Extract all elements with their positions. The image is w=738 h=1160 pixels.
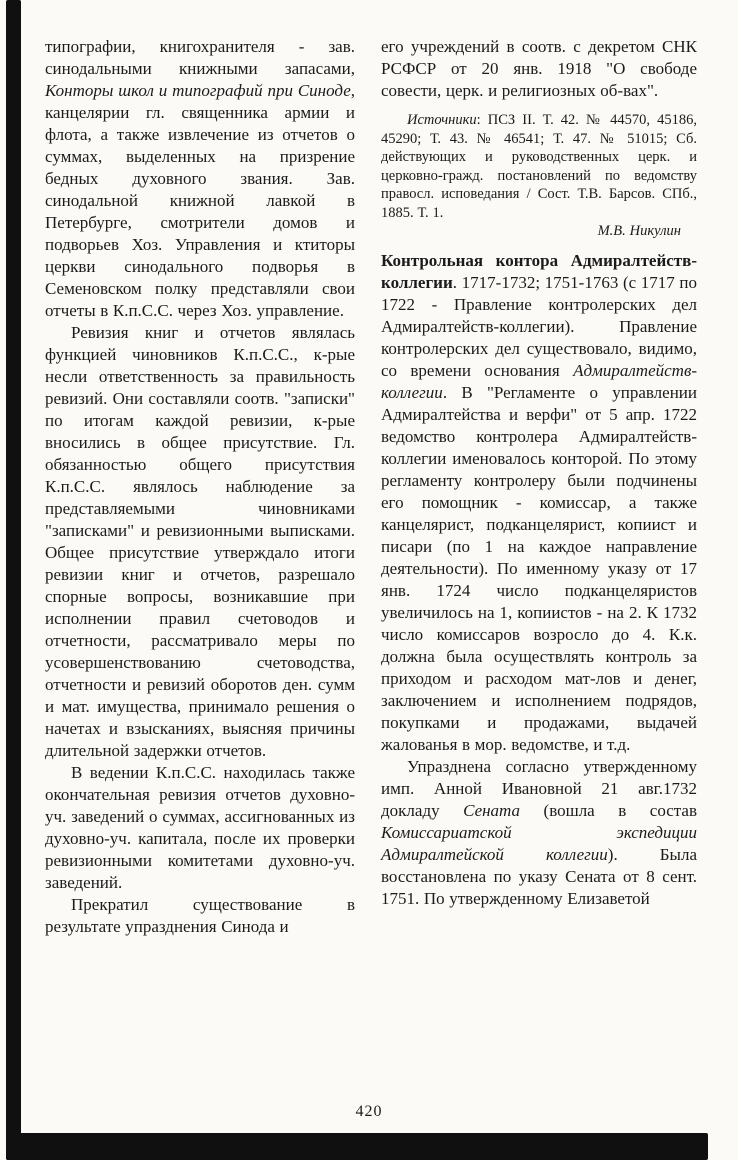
continuation-paragraph: [381, 36, 697, 102]
scan-edge-bottom: [6, 1133, 708, 1160]
text-run: ). Была восстановлена по указу Сената от 8 сент. 1751. По утвержденному Елизаветой: [381, 844, 697, 908]
paragraph: [45, 894, 355, 938]
text-run: . В "Регламенте о управлении Адмиралтейства и верфи" от 5 апр. 1722 ведомство контролера Адмиралтейств-коллегии именовалось конторой. По этому регламенту контролеру были подчинены его помощник - комиссар, а также канцелярист, подканцелярист, копиист и писари (по 1 на каждое направление деятельности). По именному указу от 17 янв. 1724 число подканцеляристов увеличилось на 1, копиистов - на 2. К 1732 число комиссаров возросло до 4. К.к. должна была осуществлять контроль за приходом и расходом мат-лов и денег, заключением и исполнением подрядов, покупками и продажами, выдачей жалованья в мор. ведомстве, и т.д.: [381, 382, 697, 754]
text-run: Ревизия книг и отчетов являлась функцией чиновников К.п.С.С., к-рые несли ответственность за правильность ревизий. Они составляли соотв. "записки" по итогам каждой ревизии, к-рые вносились в общее присутствие. Гл. обязанностью общего присутствия К.п.С.С. являлось наблюдение за представляемыми чиновниками "записками" и ревизионными выписками. Общее присутствие утверждало итоги ревизии книг и отчетов, разрешало спорные вопросы, возникавшие при исполнении правил счетоводов и отчетности, рассматривало меры по усовершенствованию счетоводства, отчетности и ревизий оборотов ден. сумм и мат. имущества, принимало решения о начетах и взысканиях, выясняя причины длительной задержки отчетов.: [45, 323, 355, 760]
italic-text: М.В. Никулин: [597, 223, 681, 239]
text-run: Упразднена согласно утвержденному имп. Анной Ивановной 21 авг.1732 докладу: [381, 756, 697, 820]
text-run: Прекратил существование в результате упразднения Синода и: [45, 895, 355, 936]
left-column: [45, 36, 355, 938]
page-content: [45, 36, 697, 938]
right-column: [381, 36, 697, 938]
text-run: типографии, книгохранителя - зав. синодальными книжными запасами,: [45, 37, 355, 78]
entry-paragraph: [381, 250, 697, 756]
italic-text: Сената: [463, 800, 521, 820]
text-run: его учреждений в соотв. с декретом СНК РСФСР от 20 янв. 1918 "О свободе совести, церк. и религиозных об-вах".: [381, 37, 697, 100]
scan-edge-left: [6, 0, 21, 1160]
paragraph: [45, 762, 355, 894]
author-signature: [381, 222, 697, 241]
italic-text: Адмиралтейств-коллегии: [381, 360, 697, 402]
continuation-paragraph: [45, 36, 355, 322]
italic-text: Конторы школ и типографий при Синоде: [45, 81, 351, 100]
text-run: . 1717-1732; 1751-1763 (с 1717 по 1722 - Правление контролерских дел Адмиралтейств-коллегии). Правление контролерских дел существовало, видимо, со времени основания: [381, 272, 697, 380]
paragraph: [381, 756, 697, 910]
italic-text: Комиссариатской экспедиции Адмиралтейской коллегии: [381, 822, 697, 864]
text-run: (вошла в состав: [520, 800, 697, 820]
sources-paragraph: [381, 111, 697, 222]
text-run: , канцелярии гл. священника армии и флота, а также извлечение из отчетов о суммах, выделенных на призрение бедных духовного звания. Зав. синодальной книжной лавкой в Петербурге, смотрители домов и подворьев Хоз. Управления и ктиторы церкви синодального подворья в Семеновском полку представляли свои отчеты в К.п.С.С. через Хоз. управление.: [45, 81, 355, 320]
headword-bold: Контрольная контора Адмиралтейств-коллегии: [381, 250, 697, 292]
page-number: 420: [355, 1103, 383, 1120]
text-run: В ведении К.п.С.С. находилась также окончательная ревизия отчетов духовно-уч. заведений о суммах, ассигнованных из духовно-уч. капитала, после их проверки ревизионными комитетами духовно-уч. заведений.: [45, 763, 355, 892]
paragraph: [45, 322, 355, 762]
text-run: : ПСЗ II. Т. 42. № 44570, 45186, 45290; Т. 43. № 46541; Т. 47. № 51015; Сб. действующих и руководственных церк. и церковно-гражд. постановлений по ведомству правосл. исповедания / Сост. Т.В. Барсов. СПб., 1885. Т. 1.: [381, 112, 697, 221]
italic-text: Источники: [407, 112, 477, 128]
